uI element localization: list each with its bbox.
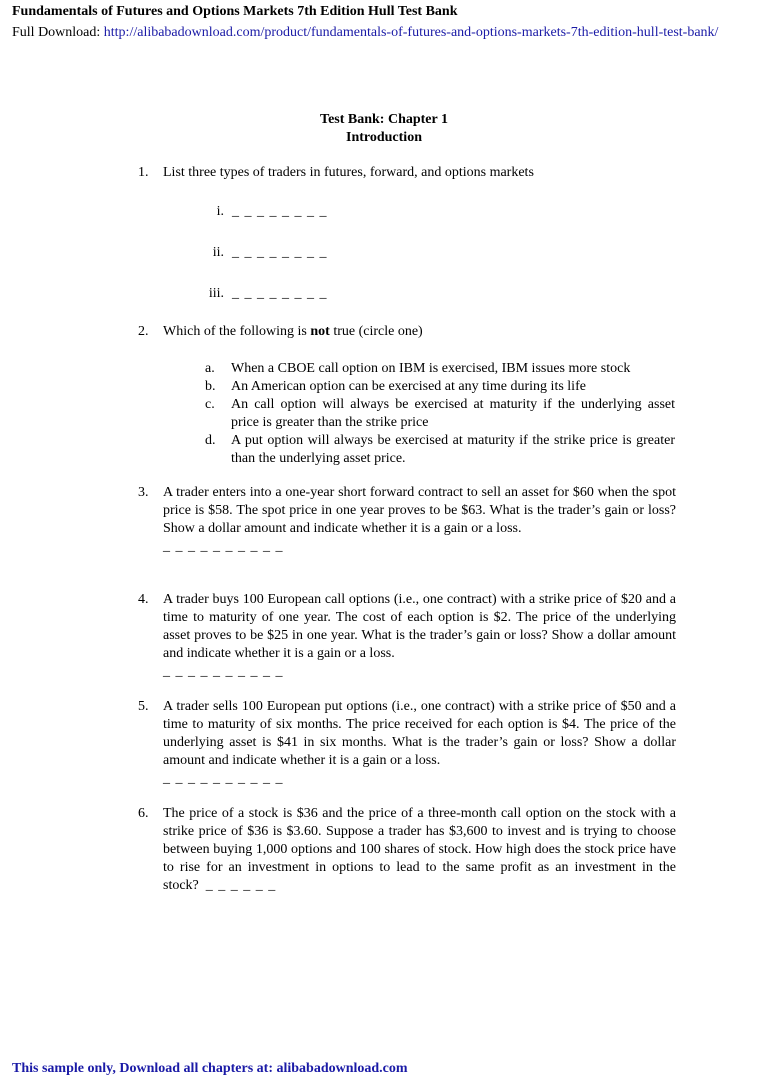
download-link[interactable]: http://alibabadownload.com/product/fundamentals-of-futures-and-options-markets-7th-edition-hull-test-bank/ (103, 25, 719, 40)
question-text: Which of the following is not true (circle one) (163, 324, 423, 339)
answer-blank: _ _ _ _ _ _ _ _ _ _ (163, 771, 284, 786)
question-number: 3. (138, 485, 149, 500)
option-text: A put option will always be exercised at maturity if the strike price is greater than the underlying asset price. (231, 433, 675, 466)
answer-blank: _ _ _ _ _ _ _ _ (232, 245, 328, 260)
answer-options (205, 360, 675, 468)
question-4 (138, 591, 676, 681)
question-text: A trader sells 100 European put options (i.e., one contract) with a strike price of $50 and a time to maturity of six months. The price received for each option is $4. The price of the underlying asset is $41 in six months. What is the trader’s gain or loss? Show a dollar amount and indicate whether it is a gain or a loss. (163, 699, 676, 768)
answer-line-i (180, 203, 328, 221)
answer-blank: _ _ _ _ _ _ (205, 878, 277, 893)
option-text: An call option will always be exercised at maturity if the underlying asset price is greater than the strike price (231, 397, 675, 430)
option-a[interactable] (205, 360, 675, 378)
document-header-title: Fundamentals of Futures and Options Markets 7th Edition Hull Test Bank (12, 4, 458, 19)
question-number: 4. (138, 592, 149, 607)
question-number: 5. (138, 699, 149, 714)
option-text: An American option can be exercised at any time during its life (231, 379, 586, 394)
question-number: 6. (138, 806, 149, 821)
option-label: d. (205, 433, 216, 448)
option-b[interactable] (205, 378, 675, 396)
answer-blank: _ _ _ _ _ _ _ _ _ _ (163, 664, 284, 679)
answer-blank: _ _ _ _ _ _ _ _ (232, 286, 328, 301)
question-text: A trader buys 100 European call options (i.e., one contract) with a strike price of $20 and a time to maturity of one year. The cost of each option is $2. The price of the underlying asset proves to be $25 in one year. What is the trader’s gain or loss? Show a dollar amount and indicate whether it is a gain or a loss. (163, 592, 676, 661)
download-label: Full Download: (12, 25, 101, 40)
chapter-heading (0, 111, 768, 147)
option-text: When a CBOE call option on IBM is exercised, IBM issues more stock (231, 361, 631, 376)
chapter-title: Test Bank: Chapter 1 (320, 112, 448, 127)
option-c[interactable] (205, 396, 675, 432)
question-text: List three types of traders in futures, forward, and options markets (163, 165, 534, 180)
item-label: ii. (212, 245, 224, 260)
option-label: c. (205, 397, 215, 412)
answer-line-ii (180, 244, 328, 262)
footer-download-note[interactable]: This sample only, Download all chapters at: alibabadownload.com (12, 1061, 408, 1076)
item-label: iii. (208, 286, 224, 301)
option-label: a. (205, 361, 215, 376)
question-number: 1. (138, 165, 149, 180)
question-number: 2. (138, 324, 149, 339)
question-5 (138, 698, 676, 788)
item-label: i. (216, 204, 224, 219)
question-6 (138, 805, 676, 895)
question-text: The price of a stock is $36 and the price of a three-month call option on the stock with a strike price of $36 is $3.60. Suppose a trader has $3,600 to invest and is trying to choose between buying 1,000 options and 100 shares of stock. How high does the stock price have to rise for an investment in options to lead to the same profit as an investment in the stock? _ _ _ _ _ _ (163, 806, 676, 893)
question-3 (138, 484, 676, 556)
question-1 (138, 164, 676, 182)
answer-blank: _ _ _ _ _ _ _ _ (232, 204, 328, 219)
option-label: b. (205, 379, 216, 394)
chapter-subtitle: Introduction (346, 130, 422, 145)
answer-line-iii (180, 285, 328, 303)
answer-blank: _ _ _ _ _ _ _ _ _ _ (163, 539, 284, 554)
option-d[interactable] (205, 432, 675, 468)
emphasis-not: not (310, 324, 330, 339)
question-2 (138, 323, 676, 341)
download-line (12, 25, 718, 41)
question-text: A trader enters into a one-year short forward contract to sell an asset for $60 when the spot price is $58. The spot price in one year proves to be $63. What is the trader’s gain or loss? Show a dollar amount and indicate whether it is a gain or a loss. (163, 485, 676, 536)
